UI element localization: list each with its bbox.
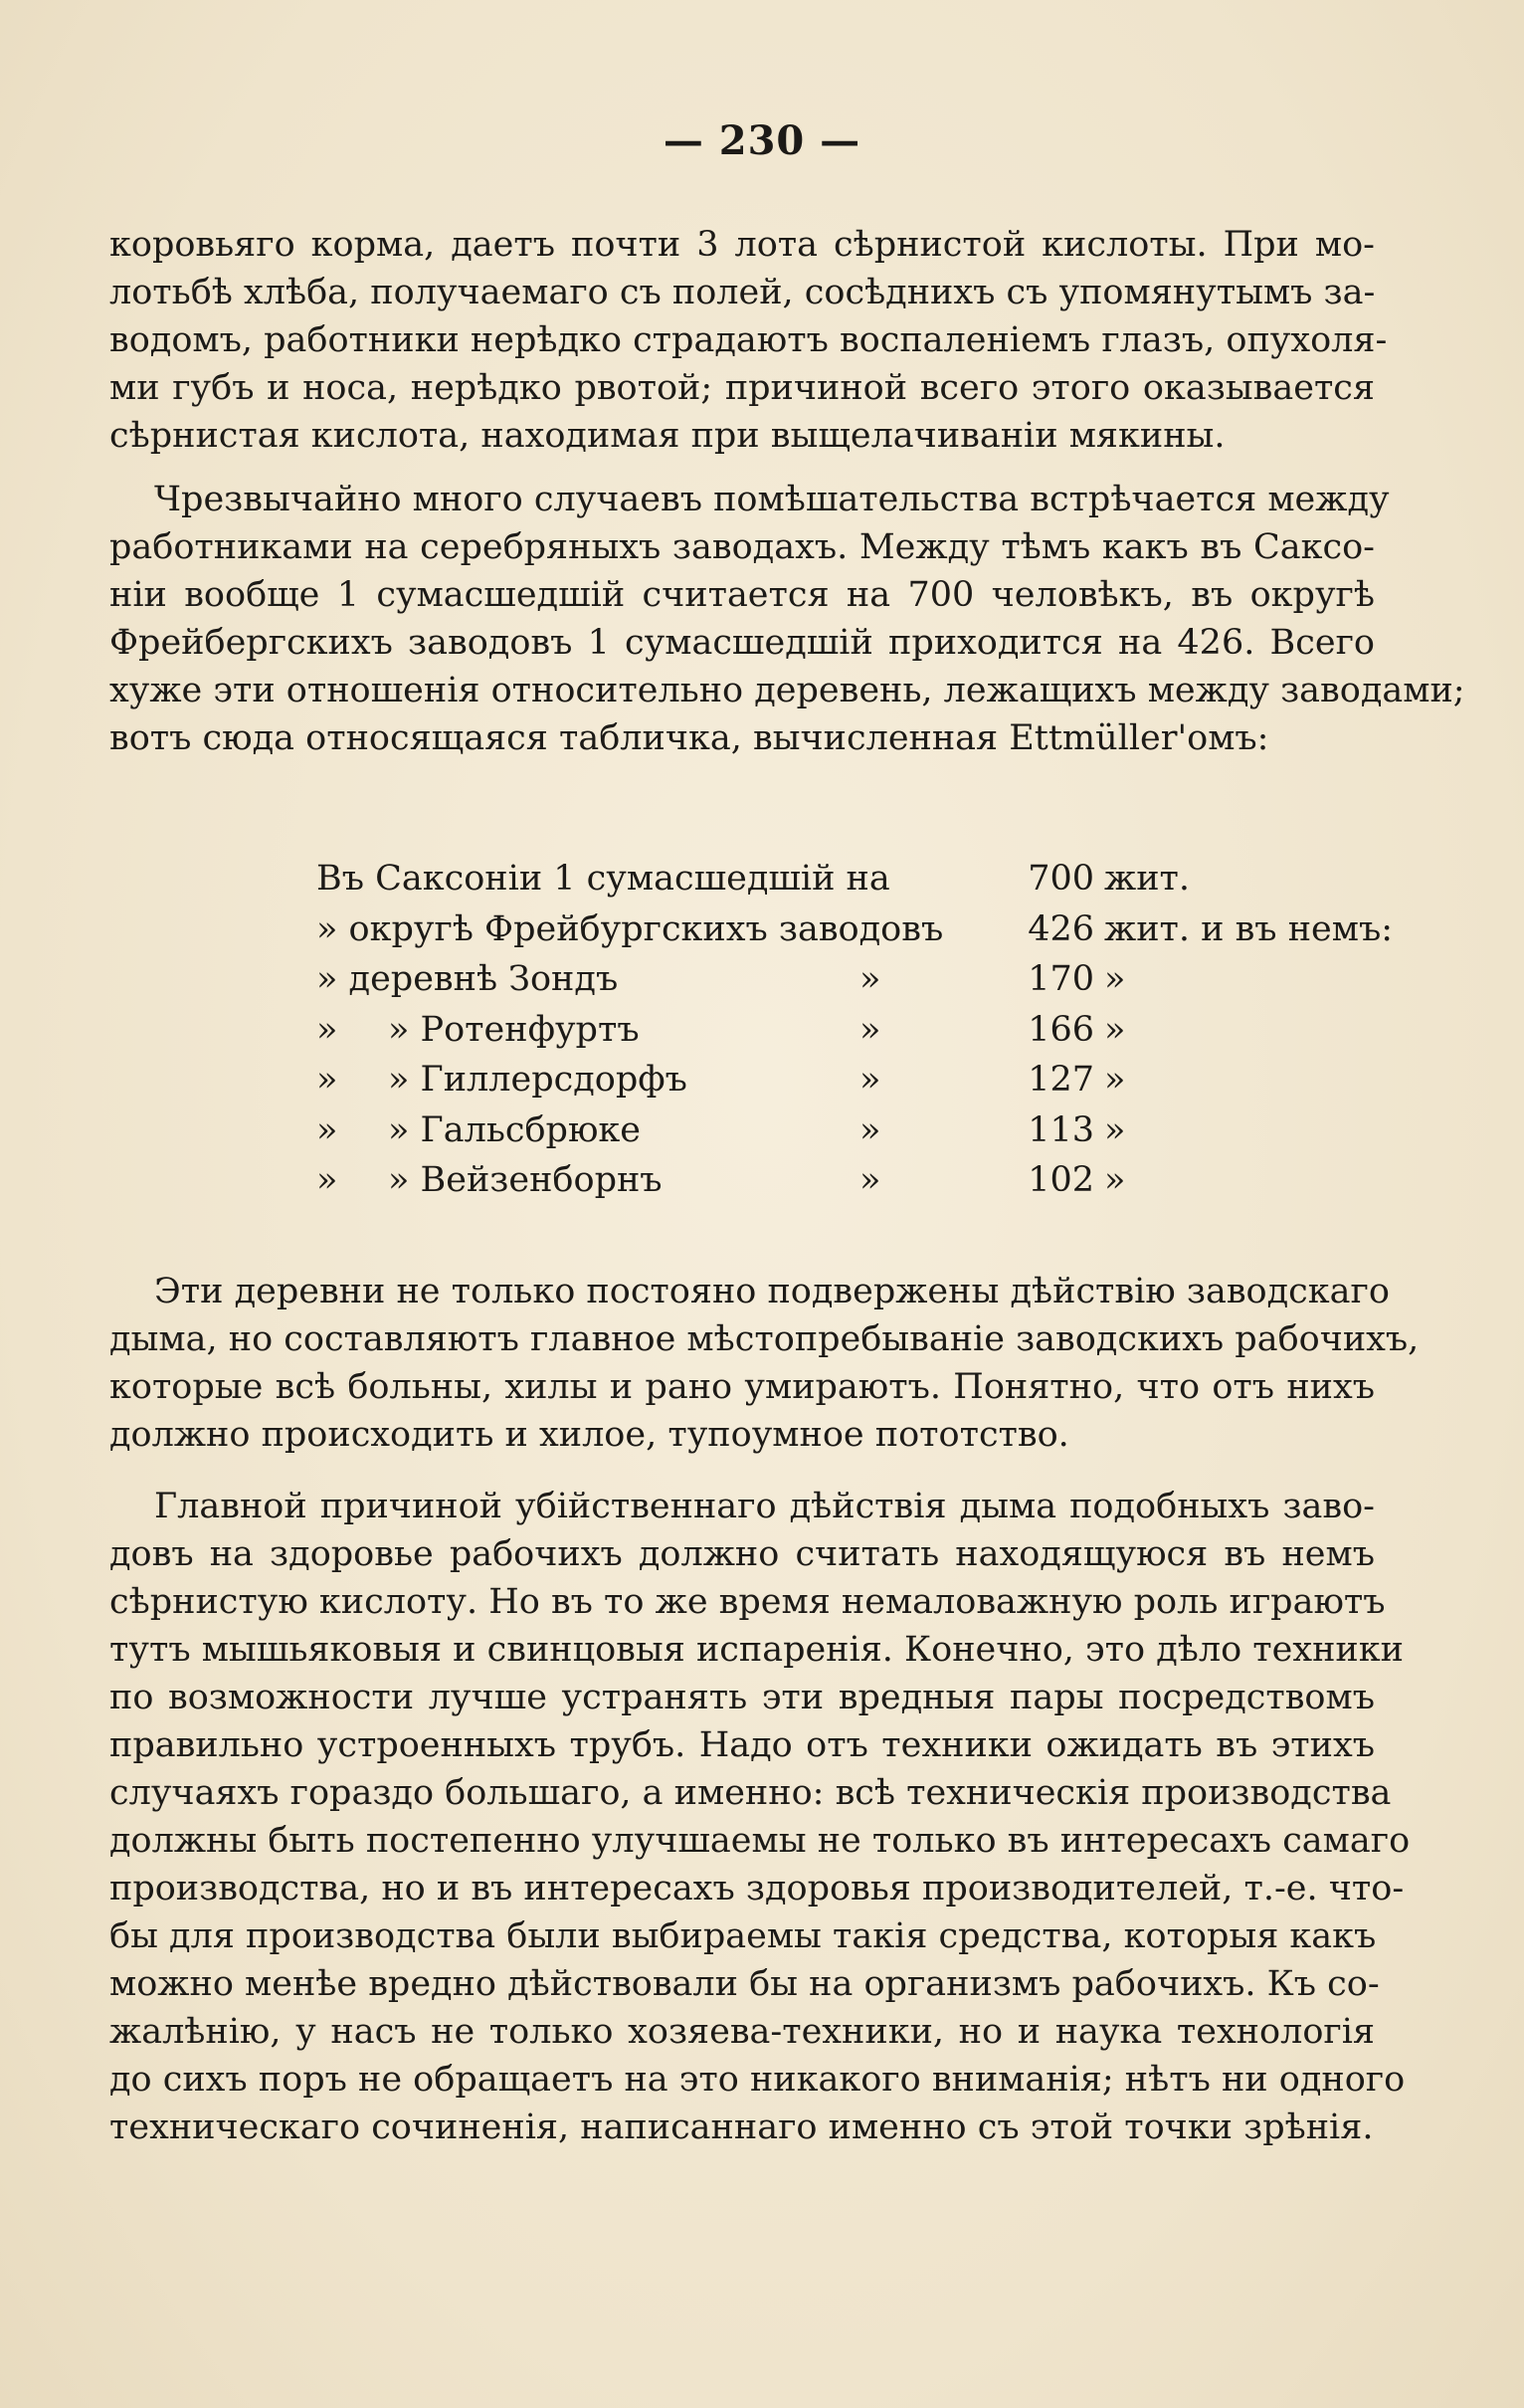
unit-label: » [1104, 1109, 1126, 1150]
text-line: бы для производства были выбираемы такія средства, которыя какъ [109, 1916, 1377, 1956]
paragraph-1 [109, 221, 1388, 460]
text-line: жалѣнію, у насъ не только хозяева-техники, но и наука технологія [109, 2012, 1375, 2052]
text-line: которые всѣ больны, хилы и рано умираютъ. Понятно, что отъ нихъ [109, 1367, 1375, 1407]
statistics-table [316, 854, 1394, 1206]
place-label: » [316, 1060, 338, 1100]
text-line: до сихъ поръ не обращаетъ на это никакого вниманія; нѣтъ ни одного [109, 2060, 1406, 2100]
table-row [316, 1155, 1381, 1206]
text-line: производства, но и въ интересахъ здоровья производителей, т.-е. что- [109, 1869, 1405, 1908]
text-line: Главной причиной убійственнаго дѣйствія дыма подобныхъ заво- [154, 1487, 1375, 1526]
ditto-mark: » [859, 1109, 881, 1150]
ratio-value: 170 [1028, 959, 1094, 999]
table-row [316, 904, 1394, 955]
ditto-mark: » [859, 1060, 881, 1100]
text-line: ми губъ и носа, нерѣдко рвотой; причиной всего этого оказывается [109, 368, 1375, 408]
table-row [316, 1105, 1381, 1156]
ratio-value: 166 [1028, 1009, 1094, 1050]
table-row [316, 954, 1381, 1005]
unit-label: жит. и въ немъ: [1104, 908, 1394, 949]
text-line: ніи вообще 1 сумасшедшій считается на 700 человѣкъ, въ округѣ [109, 575, 1375, 615]
place-label: » деревнѣ Зондъ [316, 959, 619, 999]
unit-label: » [1104, 1060, 1126, 1100]
text-line: правильно устроенныхъ трубъ. Надо отъ техники ожидать въ этихъ [109, 1725, 1375, 1765]
unit-label: » [1104, 1160, 1126, 1200]
table-row [316, 854, 1381, 904]
text-line: должно происходить и хилое, тупоумное пототство. [109, 1415, 1069, 1455]
text-line: дыма, но составляютъ главное мѣстопребываніе заводскихъ рабочихъ, [109, 1319, 1420, 1359]
text-line: коровьяго корма, даетъ почти 3 лота сѣрнистой кислоты. При мо- [109, 225, 1375, 265]
place-label: » [316, 1160, 338, 1200]
table-row [316, 1005, 1381, 1056]
place-label: » [316, 1109, 338, 1150]
text-line: довъ на здоровье рабочихъ должно считать находящуюся въ немъ [109, 1534, 1375, 1574]
text-line: сѣрнистая кислота, находимая при выщелачиваніи мякины. [109, 416, 1226, 456]
text-line: техническаго сочиненія, написаннаго именно съ этой точки зрѣнія. [109, 2107, 1374, 2147]
text-line: хуже эти отношенія относительно деревень, лежащихъ между заводами; [109, 671, 1465, 710]
text-line: Чрезвычайно много случаевъ помѣшательства встрѣчается между [154, 480, 1390, 519]
text-line: Фрейбергскихъ заводовъ 1 сумасшедшій приходится на 426. Всего [109, 623, 1375, 663]
ratio-value: 113 [1028, 1109, 1094, 1150]
text-line: тутъ мышьяковыя и свинцовыя испаренія. Конечно, это дѣло техники [109, 1630, 1404, 1670]
text-line: работниками на серебряныхъ заводахъ. Между тѣмъ какъ въ Саксо- [109, 527, 1375, 567]
place-label: » округѣ Фрейбургскихъ заводовъ [316, 908, 944, 949]
unit-label: » [1104, 1009, 1126, 1050]
text-line: сѣрнистую кислоту. Но въ то же время немаловажную роль играютъ [109, 1582, 1386, 1622]
paragraph-2 [109, 476, 1465, 762]
ratio-value: 426 [1028, 908, 1094, 949]
unit-label: жит. [1104, 859, 1191, 899]
village-name: » Гиллерсдорфъ [388, 1060, 687, 1100]
text-line: должны быть постепенно улучшаемы не только въ интересахъ самаго [109, 1821, 1411, 1861]
ratio-value: 700 [1028, 859, 1094, 899]
text-line: Эти деревни не только постояно подвержены дѣйствію заводскаго [154, 1272, 1390, 1311]
village-name: » Гальсбрюке [388, 1109, 642, 1150]
text-line: случаяхъ гораздо большаго, а именно: всѣ техническія производства [109, 1773, 1392, 1813]
text-line: можно менѣе вредно дѣйствовали бы на организмъ рабочихъ. Къ со- [109, 1964, 1380, 2004]
table-row [316, 1055, 1381, 1105]
text-line: вотъ сюда относящаяся табличка, вычисленная Ettmüller'омъ: [109, 718, 1269, 758]
village-name: » Вейзенборнъ [388, 1160, 663, 1200]
text-line: водомъ, работники нерѣдко страдаютъ воспаленіемъ глазъ, опухоля- [109, 320, 1388, 360]
ratio-value: 102 [1028, 1160, 1094, 1200]
page-number: — 230 — [663, 117, 861, 164]
ratio-value: 127 [1028, 1060, 1094, 1100]
ditto-mark: » [859, 959, 881, 999]
ditto-mark: » [859, 1009, 881, 1050]
text-line: по возможности лучше устранять эти вредныя пары посредствомъ [109, 1678, 1375, 1717]
unit-label: » [1104, 959, 1126, 999]
village-name: » Ротенфуртъ [388, 1009, 640, 1050]
place-label: Въ Саксоніи 1 сумасшедшій на [316, 859, 890, 899]
paragraph-3 [109, 1268, 1420, 1459]
text-line: лотьбѣ хлѣба, получаемаго съ полей, сосѣднихъ съ упомянутымъ за- [109, 273, 1376, 312]
paragraph-4 [109, 1483, 1411, 2151]
place-label: » [316, 1009, 338, 1050]
ditto-mark: » [859, 1160, 881, 1200]
